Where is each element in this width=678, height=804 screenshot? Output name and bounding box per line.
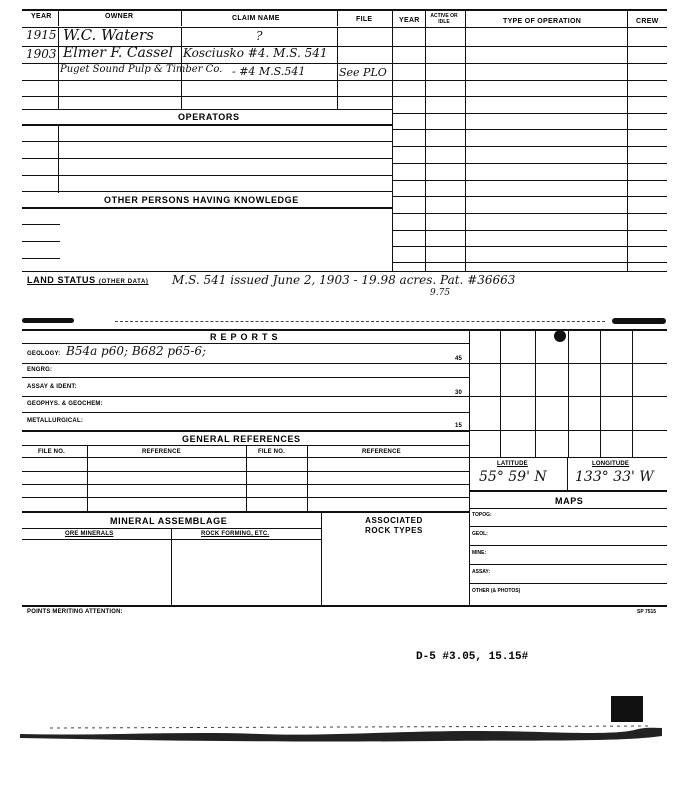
maps-topog: TOPOG: [472, 512, 492, 518]
longitude-value: 133° 33' W [575, 469, 654, 485]
header-type-of-operation: TYPE OF OPERATION [503, 18, 582, 25]
owner-row-3-claim: - #4 M.S.541 [232, 65, 306, 78]
scan-bar-right [612, 318, 666, 324]
assay-label: ASSAY & IDENT: [27, 384, 77, 390]
owner-row-2-claim: Kosciusko #4. M.S. 541 [183, 46, 328, 60]
maps-assay: ASSAY: [472, 569, 491, 575]
header-file: FILE [356, 16, 373, 23]
header-owner: OWNER [105, 13, 134, 20]
owner-row-2-owner: Elmer F. Cassel [63, 45, 174, 61]
ref-reference-1: REFERENCE [142, 449, 181, 455]
land-status-note: 9.75 [430, 288, 451, 298]
scan-bar-left [22, 318, 74, 323]
ore-minerals-label: ORE MINERALS [65, 531, 114, 537]
rock-forming-label: ROCK FORMING, ETC. [201, 531, 270, 537]
land-status-title: LAND STATUS [27, 275, 96, 285]
reports-num-15: 15 [455, 423, 463, 429]
latitude-label: LATITUDE [497, 461, 528, 467]
points-meriting-attention: POINTS MERITING ATTENTION: [27, 609, 123, 615]
header-active-or-idle: ACTIVE OR IDLE [430, 13, 458, 25]
ref-file-no-1: FILE NO. [38, 449, 65, 455]
geophys-label: GEOPHYS. & GEOCHEM: [27, 401, 103, 407]
owner-row-2-year: 1903 [26, 47, 57, 61]
geology-value: B54a p60; B682 p65-6; [66, 344, 207, 358]
owner-row-3-file: See PLO [339, 66, 387, 79]
owner-row-1-claim: ? [256, 29, 263, 43]
reports-title: REPORTS [210, 332, 282, 342]
owner-row-1-owner: W.C. Waters [63, 26, 154, 44]
other-persons-label: OTHER PERSONS HAVING KNOWLEDGE [104, 195, 299, 205]
header-year-2: YEAR [399, 17, 420, 24]
owner-row-1-year: 1915 [26, 28, 57, 42]
associated-rock-types: ASSOCIATED ROCK TYPES [364, 516, 423, 535]
general-references-title: GENERAL REFERENCES [182, 434, 301, 444]
catalog-stamp: D-5 #3.05, 15.15# [416, 651, 529, 663]
metallurgical-label: METALLURGICAL: [27, 418, 84, 424]
header-year: YEAR [31, 13, 52, 20]
reports-num-30: 30 [455, 390, 463, 396]
header-crew: CREW [636, 18, 659, 25]
ref-reference-2: REFERENCE [362, 449, 401, 455]
latitude-value: 55° 59' N [479, 469, 547, 485]
mineral-assemblage-title: MINERAL ASSEMBLAGE [110, 516, 228, 526]
maps-geol: GEOL: [472, 531, 488, 537]
maps-other: OTHER (& PHOTOS) [472, 588, 521, 594]
engrg-label: ENGRG: [27, 367, 53, 373]
ref-file-no-2: FILE NO. [258, 449, 285, 455]
maps-mine: MINE: [472, 550, 487, 556]
land-status-sub: (OTHER DATA) [98, 279, 149, 285]
form-number: SP 7515 [637, 609, 657, 615]
header-claim-name: CLAIM NAME [232, 15, 280, 22]
maps-title: MAPS [555, 496, 584, 506]
reports-num-45: 45 [455, 356, 463, 362]
longitude-label: LONGITUDE [592, 461, 630, 467]
owner-row-3-owner: Puget Sound Pulp & Timber Co. [60, 64, 223, 75]
land-status-text: M.S. 541 issued June 2, 1903 - 19.98 acres. Pat. #36663 [172, 273, 516, 287]
geology-label: GEOLOGY: [27, 351, 61, 357]
land-status-label [27, 275, 149, 285]
scan-artifact-box [611, 696, 643, 722]
scan-artifact-smear [20, 722, 662, 744]
hole-punch [554, 330, 566, 342]
operators-label: OPERATORS [178, 112, 240, 122]
